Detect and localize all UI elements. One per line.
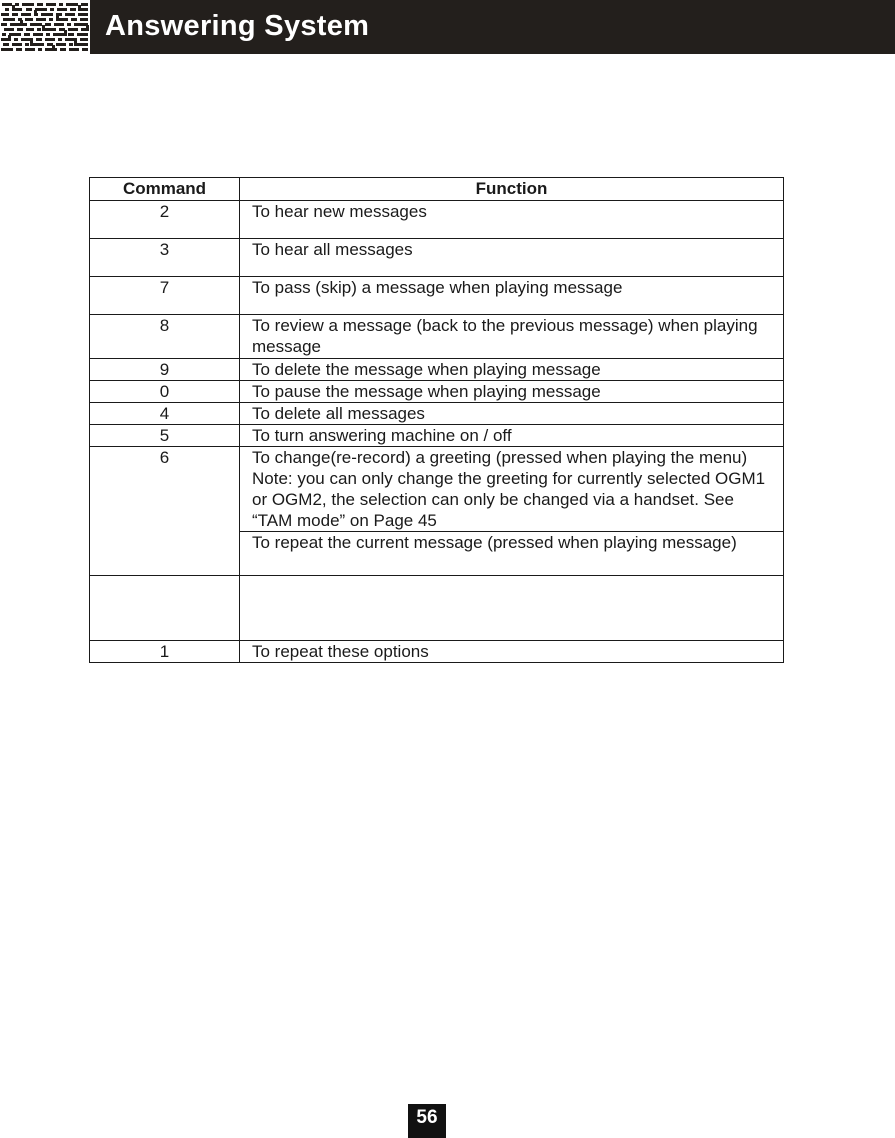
command-key: 6 <box>90 447 240 576</box>
table-row <box>90 239 784 277</box>
command-function: To repeat these options <box>240 641 784 663</box>
command-key: 4 <box>90 403 240 425</box>
table-row <box>90 277 784 315</box>
function-text: To change(re-record) a greeting (pressed when playing the menu) <box>252 448 748 467</box>
table-row <box>90 425 784 447</box>
command-function: To delete the message when playing message <box>240 359 784 381</box>
command-function: To review a message (back to the previous message) when playing message <box>240 315 784 359</box>
table-row-empty <box>90 576 784 641</box>
table-row <box>90 381 784 403</box>
command-function: To turn answering machine on / off <box>240 425 784 447</box>
table-row <box>90 359 784 381</box>
maze-pattern-icon <box>0 0 90 54</box>
command-function: To hear new messages <box>240 201 784 239</box>
column-header-command: Command <box>90 178 240 201</box>
command-function <box>240 447 784 532</box>
command-function: To delete all messages <box>240 403 784 425</box>
command-function: To hear all messages <box>240 239 784 277</box>
command-table <box>89 177 784 663</box>
page-number: 56 <box>408 1104 446 1138</box>
command-key: 2 <box>90 201 240 239</box>
command-key: 1 <box>90 641 240 663</box>
command-function: To repeat the current message (pressed when playing message) <box>240 532 784 576</box>
command-key: 0 <box>90 381 240 403</box>
table-row <box>90 201 784 239</box>
command-function: To pass (skip) a message when playing message <box>240 277 784 315</box>
command-key: 7 <box>90 277 240 315</box>
header-bar <box>0 0 895 54</box>
table-row <box>90 403 784 425</box>
function-note: Note: you can only change the greeting for currently selected OGM1 or OGM2, the selection can only be changed via a handset. See “TAM mode” on Page 45 <box>252 469 766 530</box>
column-header-function: Function <box>240 178 784 201</box>
command-key <box>90 576 240 641</box>
command-function <box>240 576 784 641</box>
command-key: 9 <box>90 359 240 381</box>
table-row <box>90 315 784 359</box>
command-key: 3 <box>90 239 240 277</box>
table-header-row <box>90 178 784 201</box>
table-row <box>90 641 784 663</box>
page-title: Answering System <box>105 10 370 42</box>
command-key: 5 <box>90 425 240 447</box>
command-function: To pause the message when playing message <box>240 381 784 403</box>
command-key: 8 <box>90 315 240 359</box>
table-row <box>90 447 784 532</box>
